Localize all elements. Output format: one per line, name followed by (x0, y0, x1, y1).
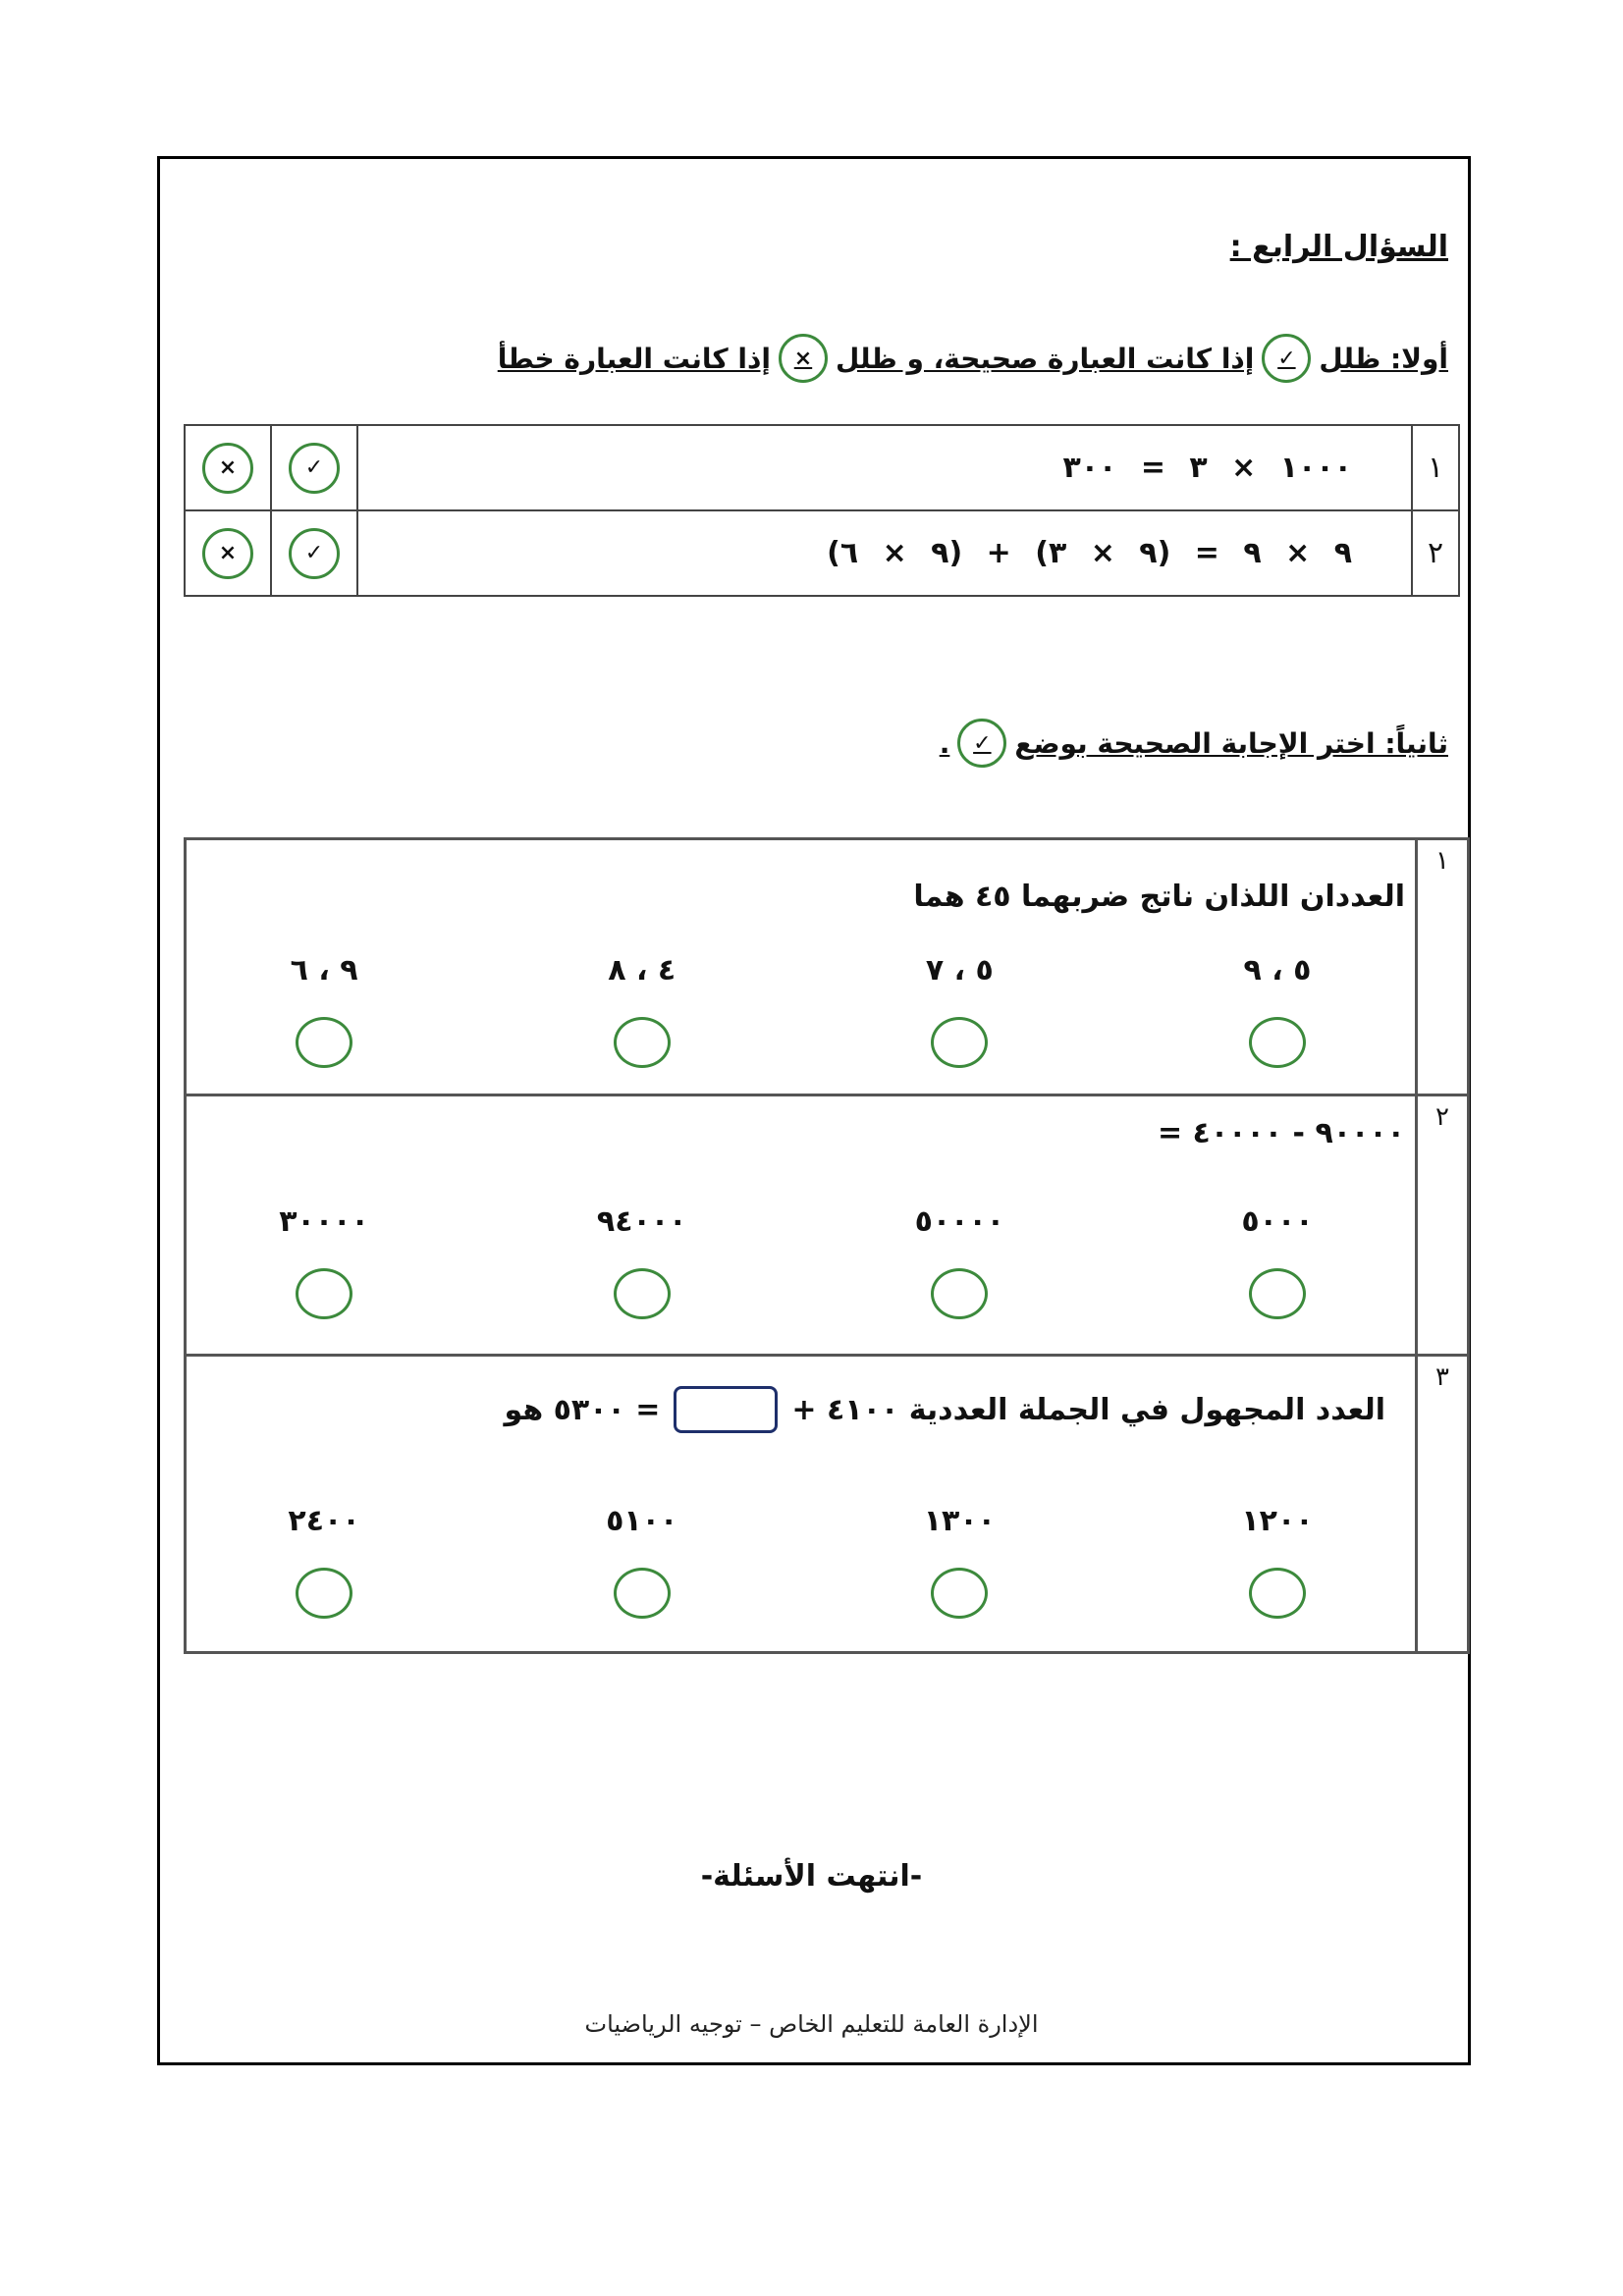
mc-option-label: ٩٤٠٠٠ (596, 1204, 687, 1239)
cross-icon: × (779, 334, 828, 383)
mc-option-label: ٥١٠٠ (606, 1504, 678, 1538)
answer-circle[interactable] (931, 1017, 988, 1068)
part2-period: . (939, 726, 950, 760)
mc-option-label: ١٢٠٠ (1241, 1504, 1314, 1538)
mc-option-label: ٣٠٠٠٠ (279, 1204, 369, 1239)
answer-circle[interactable] (1249, 1568, 1306, 1619)
mc-option-label: ٩ ، ٦ (290, 953, 358, 988)
mc-option (226, 953, 422, 1068)
part1-instruction-end: إذا كانت العبارة خطأ (497, 342, 771, 375)
tf-row-number: ٢ (1412, 510, 1459, 596)
mc-option-label: ٥٠٠٠٠ (914, 1204, 1005, 1239)
answer-circle[interactable] (296, 1568, 352, 1619)
part2-instruction (940, 719, 1448, 768)
tf-false-cell (185, 425, 271, 510)
part1-instruction-mid: إذا كانت العبارة صحيحة، و ظلل (835, 342, 1255, 375)
tf-true-cell (271, 510, 357, 596)
part1-instruction (498, 334, 1448, 383)
tf-false-cell (185, 510, 271, 596)
unknown-number-box[interactable] (674, 1386, 778, 1433)
footer: الإدارة العامة للتعليم الخاص – توجيه الرياضيات (584, 2010, 1039, 2038)
mc-option (861, 1204, 1057, 1319)
mc-option (544, 1504, 740, 1619)
answer-circle[interactable] (931, 1568, 988, 1619)
mc-options (226, 1204, 1376, 1319)
tf-statement: ١٠٠٠ × ٣ = ٣٠٠ (357, 425, 1412, 510)
mc-question-text-after: = ٥٣٠٠ هو (504, 1392, 661, 1427)
mc-question-number: ١ (1417, 839, 1469, 1095)
mc-question-row (186, 1095, 1469, 1356)
mc-question-body (186, 1095, 1417, 1356)
mc-option (1179, 1504, 1376, 1619)
answer-circle[interactable] (296, 1268, 352, 1319)
part1-instruction-start: أولا: ظلل (1319, 342, 1448, 375)
part2-instruction-text: ثانياً: اختر الإجابة الصحيحة بوضع (1014, 726, 1448, 760)
tf-row (185, 425, 1459, 510)
mc-option-label: ١٣٠٠ (923, 1504, 996, 1538)
mc-option (544, 1204, 740, 1319)
mc-option-label: ٥ ، ٧ (925, 953, 994, 988)
mc-option-label: ٤ ، ٨ (608, 953, 676, 988)
mc-option-label: ٥ ، ٩ (1243, 953, 1312, 988)
mc-option (226, 1504, 422, 1619)
mc-question-number: ٢ (1417, 1095, 1469, 1356)
answer-circle[interactable] (1249, 1268, 1306, 1319)
mc-option (861, 1504, 1057, 1619)
mc-option (861, 953, 1057, 1068)
mc-option (226, 1204, 422, 1319)
question-title: السؤال الرابع : (1229, 230, 1448, 264)
check-icon: ✓ (1262, 334, 1311, 383)
mc-options (226, 953, 1376, 1068)
answer-circle[interactable] (296, 1017, 352, 1068)
mc-question-number: ٣ (1417, 1356, 1469, 1653)
multiple-choice-table (184, 837, 1470, 1654)
end-of-questions: -انتهت الأسئلة- (700, 1859, 923, 1894)
mc-option (1179, 953, 1376, 1068)
mc-question-text-before: العدد المجهول في الجملة العددية ٤١٠٠ + (791, 1392, 1385, 1427)
mc-question-text: العددان اللذان ناتج ضربهما ٤٥ هما (913, 880, 1405, 914)
answer-circle[interactable] (1249, 1017, 1306, 1068)
mc-option (544, 953, 740, 1068)
tf-statement: ٩ × ٩ = (٩ × ٣) + (٩ × ٦) (357, 510, 1412, 596)
mc-question-text (505, 1386, 1385, 1433)
false-option-circle[interactable]: × (202, 528, 253, 579)
mc-question-text: ٩٠٠٠٠ - ٤٠٠٠٠ = (1157, 1116, 1405, 1150)
mc-question-body (186, 839, 1417, 1095)
mc-option (1179, 1204, 1376, 1319)
mc-question-row (186, 839, 1469, 1095)
true-false-table (184, 424, 1460, 597)
answer-circle[interactable] (931, 1268, 988, 1319)
false-option-circle[interactable]: × (202, 443, 253, 494)
mc-options (226, 1504, 1376, 1619)
answer-circle[interactable] (614, 1268, 671, 1319)
answer-circle[interactable] (614, 1017, 671, 1068)
answer-circle[interactable] (614, 1568, 671, 1619)
tf-row (185, 510, 1459, 596)
mc-question-body (186, 1356, 1417, 1653)
tf-row-number: ١ (1412, 425, 1459, 510)
check-icon: ✓ (957, 719, 1006, 768)
mc-option-label: ٥٠٠٠ (1241, 1204, 1314, 1239)
mc-option-label: ٢٤٠٠ (288, 1504, 360, 1538)
true-option-circle[interactable]: ✓ (289, 528, 340, 579)
mc-question-row (186, 1356, 1469, 1653)
true-option-circle[interactable]: ✓ (289, 443, 340, 494)
tf-true-cell (271, 425, 357, 510)
